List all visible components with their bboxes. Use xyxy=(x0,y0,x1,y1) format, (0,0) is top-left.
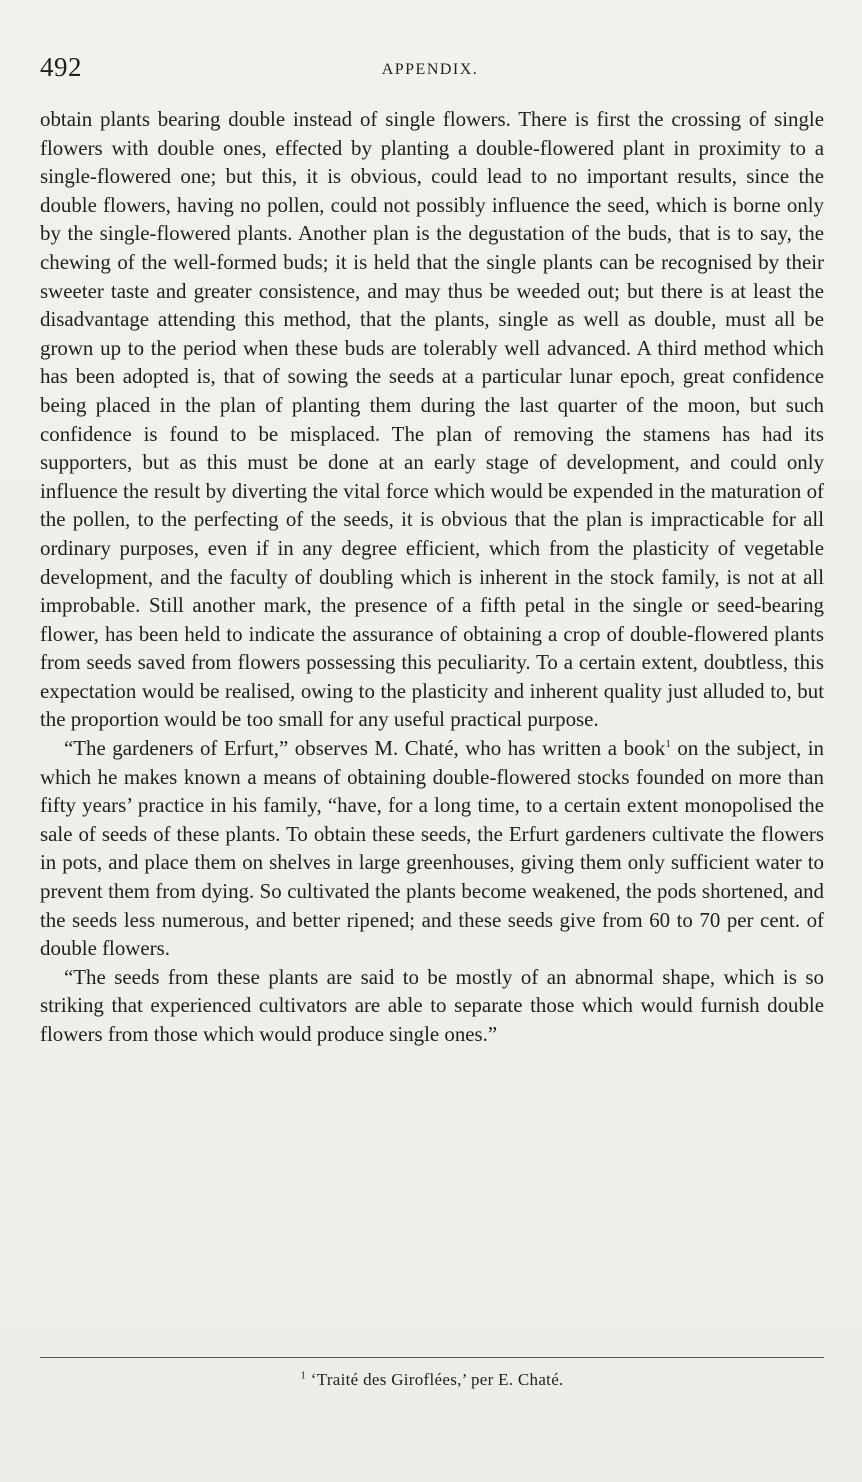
page-number: 492 xyxy=(40,52,82,82)
paragraph-2-part-1: “The gardeners of Erfurt,” observes M. Chaté, who has written a book xyxy=(64,736,666,761)
footnote xyxy=(40,1370,824,1390)
footnote-text: ‘Traité des Giroflées,’ per E. Chaté. xyxy=(310,1370,564,1389)
page-header xyxy=(40,52,820,92)
running-head: APPENDIX. xyxy=(381,61,479,78)
paragraph-2-part-2: on the subject, in which he makes known a means of obtaining double-flowered stocks founded on more than fifty years’ practice in his family, “have, for a long time, to a certain extent monopolised the sale of seeds of these plants. To obtain these seeds, the Erfurt gardeners cultivate the flowers in pots, and place them on shelves in large greenhouses, giving them only sufficient water to prevent them from dying. So cultivated the plants become weakened, the pods shortened, and the seeds less numerous, and better ripened; and these seeds give from 60 to 70 per cent. of double flowers. xyxy=(40,736,824,961)
paragraph-2 xyxy=(40,734,824,963)
footnote-reference: 1 xyxy=(665,738,671,751)
footnote-divider xyxy=(40,1357,824,1358)
body-text xyxy=(40,105,824,1049)
paragraph-3: “The seeds from these plants are said to be mostly of an abnormal shape, which is so striking that experienced cultivators are able to separate those which would furnish double flowers from those which would produce single ones.” xyxy=(40,964,824,1046)
paragraph-1: obtain plants bearing double instead of single flowers. There is first the crossing of single flowers with double ones, effected by planting a double-flowered plant in proximity to a single-flowered one; but this, it is obvious, could lead to no important results, since the double flowers, having no pollen, could not possibly influence the seed, which is borne only by the single-flowered plants. Another plan is the degustation of the buds, that is to say, the chewing of the well-formed buds; it is held that the single plants can be recognised by their sweeter taste and greater consistence, and may thus be weeded out; but there is at least the disadvantage attending this method, that the plants, single as well as double, must all be grown up to the period when these buds are tolerably well advanced. A third method which has been adopted is, that of sowing the seeds at a particular lunar epoch, great confidence being placed in the plan of planting them during the last quarter of the moon, but such confidence is found to be misplaced. The plan of removing the stamens has had its supporters, but as this must be done at an early stage of development, and could only influence the result by diverting the vital force which would be expended in the maturation of the pollen, to the perfecting of the seeds, it is obvious that the plan is impracticable for all ordinary purposes, even if in any degree efficient, which from the plasticity of vegetable development, and the faculty of doubling which is inherent in the stock family, is not at all improbable. Still another mark, the presence of a fifth petal in the single or seed-bearing flower, has been held to indicate the assurance of obtaining a crop of double-flowered plants from seeds saved from flowers possessing this peculiarity. To a certain extent, doubtless, this expectation would be realised, owing to the plasticity and inherent quality just alluded to, but the proportion would be too small for any useful practical purpose. xyxy=(40,107,824,732)
footnote-marker: 1 xyxy=(300,1369,307,1382)
